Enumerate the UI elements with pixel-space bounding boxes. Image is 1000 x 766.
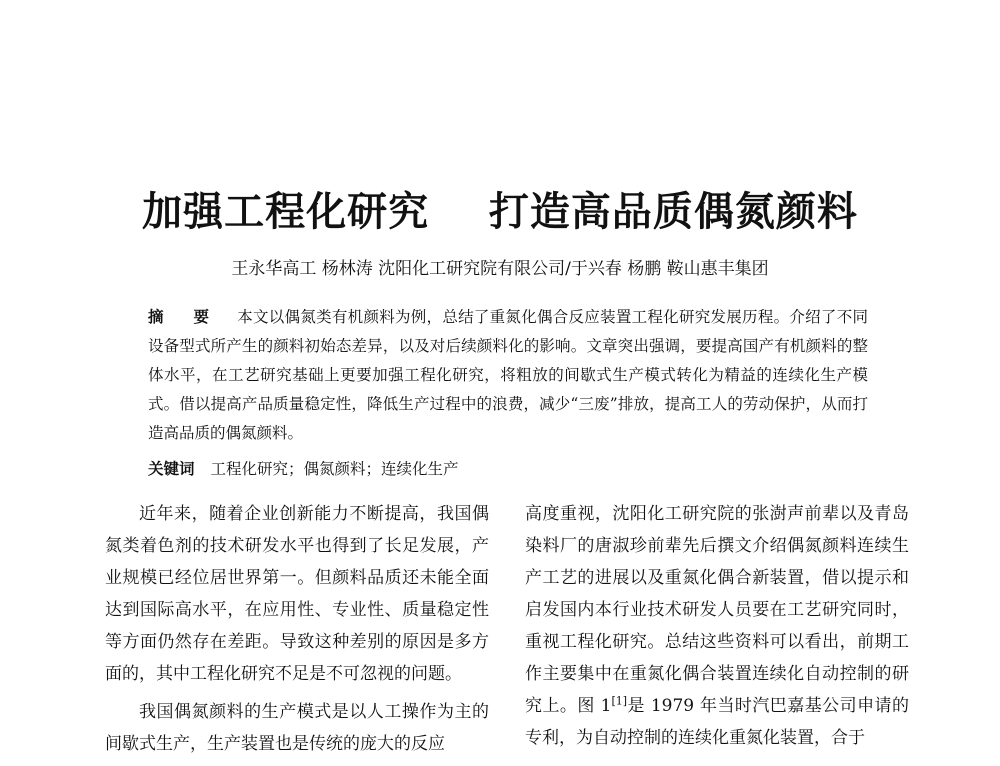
body-left-column xyxy=(105,498,489,766)
citation-ref: [1] xyxy=(611,694,628,708)
body-paragraph xyxy=(525,498,909,754)
body-right-column xyxy=(525,498,909,760)
body-text: 高度重视，沈阳化工研究院的张澍声前辈以及青岛染料厂的唐淑珍前辈先后撰文介绍偶氮颜料连续生产工艺的进展以及重氮化偶合新装置，借以提示和启发国内本行业技术研发人员要在工艺研究同时，重视工程化研究。总结这些资料可以看出，前期工作主要集中在重氮化偶合装置连续化自动控制的研究上。图 1 xyxy=(525,504,909,716)
keywords-text: 工程化研究；偶氮颜料；连续化生产 xyxy=(210,460,459,478)
article-authors: 王永华高工 杨林涛 沈阳化工研究院有限公司/于兴春 杨鹏 鞍山惠丰集团 xyxy=(231,259,769,279)
body-paragraph: 近年来，随着企业创新能力不断提高，我国偶氮类着色剂的技术研发水平也得到了长足发展，产业规模已经位居世界第一。但颜料品质还未能全面达到国际高水平，在应用性、专业性、质量稳定性等方面仍然存在差距。导致这种差别的原因是多方面的，其中工程化研究不足是不可忽视的问题。 xyxy=(105,504,489,684)
abstract-label: 摘 要 xyxy=(148,307,222,326)
article-title: 加强工程化研究 打造高品质偶氮颜料 xyxy=(142,189,858,235)
abstract-text: 本文以偶氮类有机颜料为例，总结了重氮化偶合反应装置工程化研究发展历程。介绍了不同设备型式所产生的颜料初始态差异，以及对后续颜料化的影响。文章突出强调，要提高国产有机颜料的整体水平，在工艺研究基础上更要加强工程化研究，将粗放的间歇式生产模式转化为精益的连续化生产模式。借以提高产品质量稳定性，降低生产过程中的浪费，减少“三废”排放，提高工人的劳动保护，从而打造高品质的偶氮颜料。 xyxy=(148,308,868,442)
keywords-label: 关键词 xyxy=(148,459,195,478)
body-paragraph: 我国偶氮颜料的生产模式是以人工操作为主的间歇式生产，生产装置也是传统的庞大的反应 xyxy=(105,702,489,754)
keywords xyxy=(148,456,868,482)
body-text: 是 1979 年当时汽巴嘉基公司申请的专利，为自动控制的连续化重氮化装置，合于 xyxy=(525,696,909,748)
abstract xyxy=(148,302,868,448)
